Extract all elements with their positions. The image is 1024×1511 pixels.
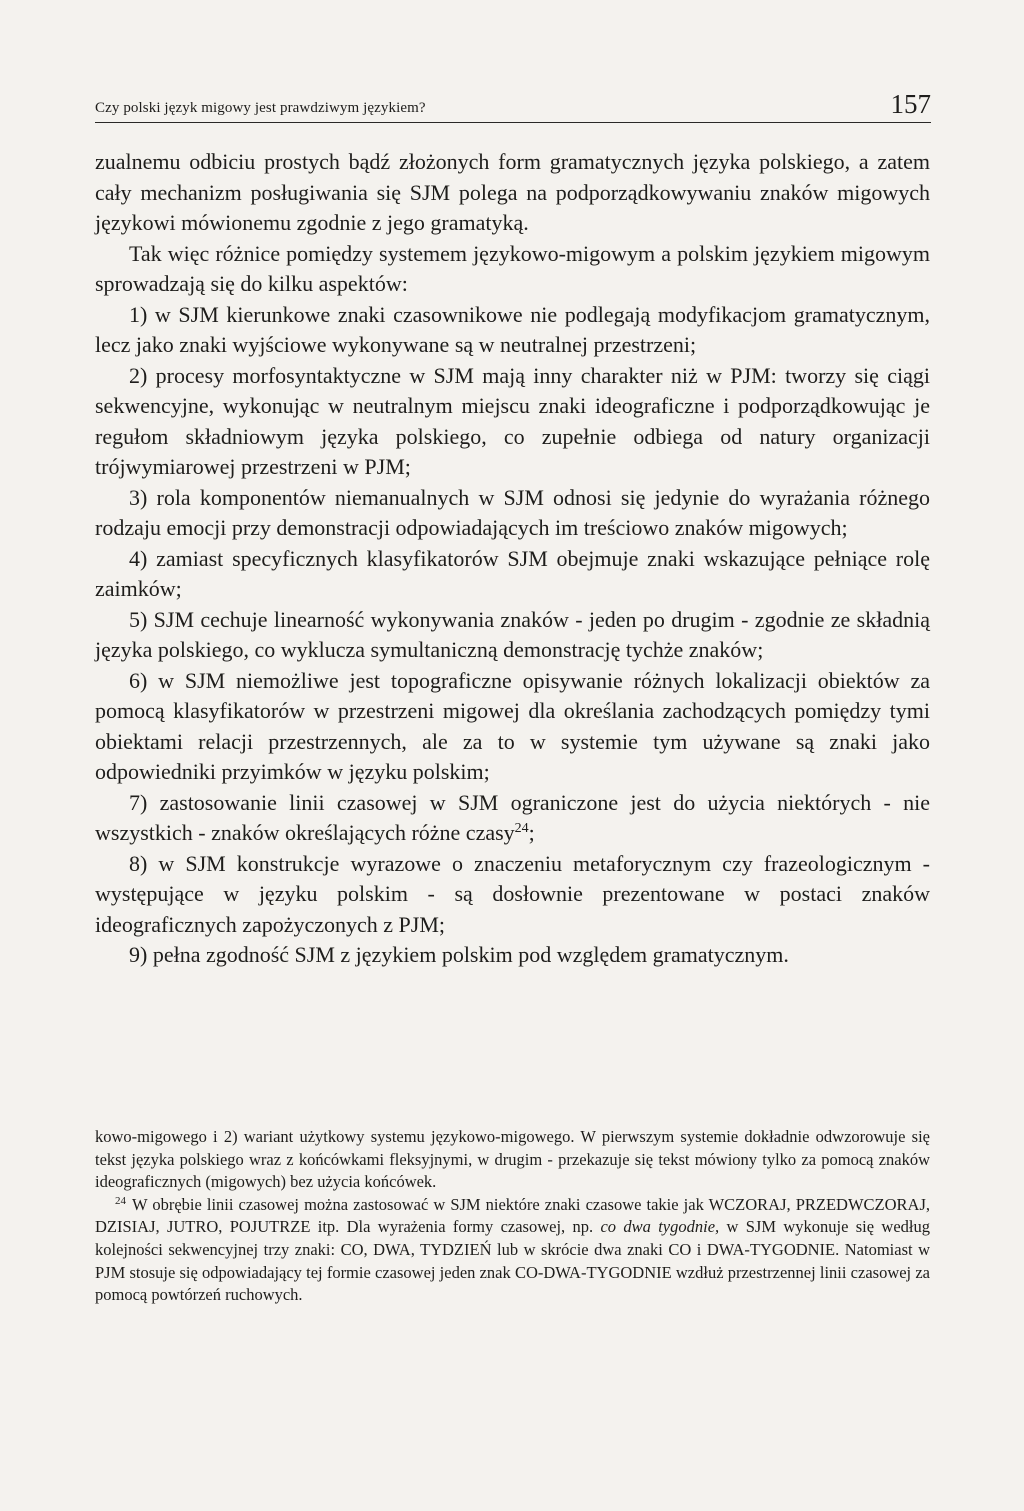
list-item-8: 8) w SJM konstrukcje wyrazowe o znaczeniu metaforycznym czy frazeologicznym - występujące w języku polskim - są dosłownie prezentowane w postaci znaków ideograficznych zapożyczonych z PJM; [95, 850, 930, 937]
main-text [95, 147, 930, 971]
paragraph-continuation: zualnemu odbiciu prostych bądź złożonych form gramatycznych języka polskiego, a zatem cały mechanizm posługiwania się SJM polega na podporządkowywaniu znaków migowych językowi mówionemu zgodnie z jego gramatyką. [95, 149, 930, 235]
list-item-9: 9) pełna zgodność SJM z językiem polskim pod względem gramatycznym. [129, 942, 789, 967]
footnote-24 [95, 1194, 930, 1307]
list-item-7-text: 7) zastosowanie linii czasowej w SJM ograniczone jest do użycia niektórych - nie wszystkich - znaków określających różne czasy [95, 789, 930, 845]
list-item-2: 2) procesy morfosyntaktyczne w SJM mają inny charakter niż w PJM: tworzy się ciągi sekwencyjne, wykonując w neutralnym miejscu znaki ideograficzne i podporządkowując je regułom składniowym języka polskiego, co zupełnie odbiega od natury organizacji trójwymiarowej przestrzeni w PJM; [95, 362, 930, 479]
page-number: 157 [890, 89, 931, 119]
footnote-24-text-b: w SJM wykonuje się według kolejności sekwencyjnej trzy znaki: CO, DWA, TYDZIEŃ lub w skrócie dwa znaki CO i DWA-TYGODNIE. Natomiast w PJM stosuje się odpowiadający tej formie czasowej jeden znak CO-DWA-TYGODNIE wzdłuż przestrzennej linii czasowej za pomocą powtórzeń ruchowych. [95, 1217, 930, 1305]
footnote-24-example: co dwa tygodnie, [600, 1217, 720, 1237]
paragraph-intro: Tak więc różnice pomiędzy systemem językowo-migowym a polskim językiem migowym sprowadzają się do kilku aspektów: [95, 240, 930, 296]
list-item-7 [95, 788, 930, 849]
list-item-3: 3) rola komponentów niemanualnych w SJM odnosi się jedynie do wyrażania różnego rodzaju emocji przy demonstracji odpowiadających im treściowo znaków migowych; [95, 484, 930, 540]
footnote-24-text-a: W obrębie linii czasowej można zastosować w SJM niektóre znaki czasowe takie jak WCZORAJ, PRZEDWCZORAJ, DZISIAJ, JUTRO, POJUTRZE itp. Dla wyrażenia formy czasowej, np. [95, 1194, 930, 1237]
list-item-6: 6) w SJM niemożliwe jest topograficzne opisywanie różnych lokalizacji obiektów za pomocą klasyfikatorów w przestrzeni migowej dla określania zachodzących pomiędzy tymi obiektami relacji przestrzennych, ale za to w systemie tym używane są znaki jako odpowiedniki przyimków w języku polskim; [95, 667, 930, 784]
footnotes [95, 1126, 930, 1307]
list-item-1: 1) w SJM kierunkowe znaki czasownikowe nie podlegają modyfikacjom gramatycznym, lecz jako znaki wyjściowe wykonywane są w neutralnej przestrzeni; [95, 301, 930, 357]
list-item-5: 5) SJM cechuje linearność wykonywania znaków - jeden po drugim - zgodnie ze składnią języka polskiego, co wyklucza symultaniczną demonstrację tychże znaków; [95, 606, 930, 662]
running-head [95, 88, 931, 123]
running-title: Czy polski język migowy jest prawdziwym językiem? [95, 100, 426, 116]
footnote-24-number: 24 [115, 1194, 126, 1207]
list-item-7-end: ; [528, 820, 535, 845]
footnote-ref-24[interactable]: 24 [514, 821, 529, 836]
footnote-continuation: kowo-migowego i 2) wariant użytkowy systemu językowo-migowego. W pierwszym systemie dokładnie odwzorowuje się tekst języka polskiego wraz z końcówkami fleksyjnymi, w drugim - przekazuje się tekst mówiony tylko za pomocą znaków ideograficznych (migowych) bez użycia końcówek. [95, 1127, 930, 1192]
list-item-4: 4) zamiast specyficznych klasyfikatorów SJM obejmuje znaki wskazujące pełniące rolę zaimków; [95, 545, 930, 601]
